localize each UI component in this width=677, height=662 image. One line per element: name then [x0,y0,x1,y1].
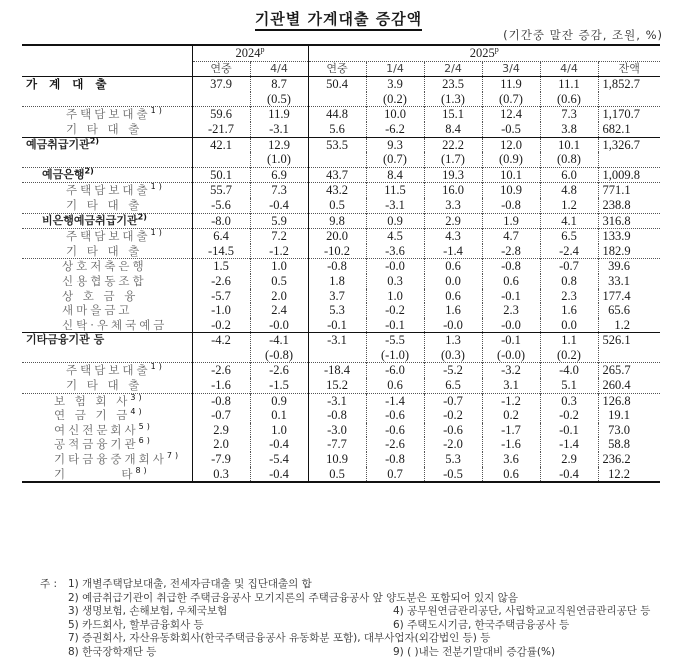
cell-growth-rate [192,152,250,167]
cell-value: -3.1 [308,393,366,408]
cell-value: 0.8 [540,274,598,289]
cell-value: -0.0 [250,318,308,333]
cell-value: 4.3 [424,229,482,244]
cell-value: 0.5 [308,467,366,483]
cell-value: 10.9 [482,183,540,198]
cell-value: 55.7 [192,183,250,198]
cell-value: 2.0 [192,437,250,452]
cell-value: -10.2 [308,244,366,259]
cell-value: 0.6 [424,289,482,304]
cell-value: 1,009.8 [598,167,660,183]
row-label: 주택담보대출$^{1)}$ [22,363,192,378]
footnote-lead [40,646,68,660]
cell-growth-rate: (-1.0) [366,348,424,363]
cell-growth-rate [598,348,660,363]
cell-value: 73.0 [598,423,660,438]
table-row [22,167,660,183]
cell-value: -2.6 [250,363,308,378]
cell-value: 0.7 [366,467,424,483]
table-row [22,437,660,452]
cell-growth-rate: (0.2) [540,348,598,363]
cell-value: 5.6 [308,122,366,137]
cell-value: 10.1 [482,167,540,183]
cell-growth-rate [598,152,660,167]
cell-value: -5.2 [424,363,482,378]
row-label: 기 타 대 출 [66,197,143,212]
cell-value: -2.6 [366,437,424,452]
cell-value: 58.8 [598,437,660,452]
cell-growth-rate: (0.7) [366,152,424,167]
cell-value: 1,170.7 [598,107,660,122]
cell-value: 2.9 [192,423,250,438]
cell-value: -18.4 [308,363,366,378]
footnote-lead [40,619,68,633]
cell-value: 1.6 [540,303,598,318]
cell-value: -2.0 [424,437,482,452]
table-row [22,423,660,438]
cell-value: -5.7 [192,289,250,304]
cell-value: -1.6 [192,378,250,393]
cell-value: 5.3 [424,452,482,467]
cell-value: -1.5 [250,378,308,393]
cell-growth-rate [308,152,366,167]
row-label: 예금취급기관$^{2)}$ [22,137,192,152]
cell-value: 10.9 [308,452,366,467]
row-label: 기 타 대 출 [66,121,143,136]
footnote-item: 3) 생명보험, 손해보험, 우체국보험 [68,605,228,617]
cell-value: 19.3 [424,167,482,183]
cell-value: -0.0 [424,318,482,333]
cell-value: 316.8 [598,213,660,229]
cell-growth-rate: (1.0) [250,152,308,167]
header-column: 3/4 [482,61,540,77]
row-label: 주택담보대출$^{1)}$ [22,183,192,198]
cell-growth-rate [308,92,366,107]
cell-value: 43.7 [308,167,366,183]
table-row [22,137,660,152]
row-label: 공적금융기관$^{6)}$ [54,436,153,452]
cell-growth-rate: (0.7) [482,92,540,107]
cell-value: -0.4 [250,198,308,213]
header-column: 잔액 [598,61,660,77]
cell-value: 37.9 [192,77,250,92]
cell-value: 3.1 [482,378,540,393]
row-label: 기 타 대 출 [66,243,143,258]
cell-value: 11.5 [366,183,424,198]
cell-value: 1.2 [598,318,660,333]
cell-value: 0.0 [540,318,598,333]
cell-value: 0.3 [540,393,598,408]
row-label: 주택담보대출$^{1)}$ [22,229,192,244]
row-label: 기타금융중개회사$^{7)}$ [54,451,182,467]
cell-value: 0.3 [366,274,424,289]
cell-value: 0.6 [366,378,424,393]
cell-value: -3.2 [482,363,540,378]
cell-value: 15.2 [308,378,366,393]
row-label: 기 타 대 출 [66,378,143,393]
cell-value: 6.5 [540,229,598,244]
cell-value: -0.1 [482,289,540,304]
cell-value: 12.9 [250,137,308,152]
cell-value: 1.2 [540,198,598,213]
cell-value: 0.5 [308,198,366,213]
footnote-lead [40,605,68,619]
cell-growth-rate [598,92,660,107]
cell-value: -0.8 [308,408,366,423]
cell-growth-rate: (-0.8) [250,348,308,363]
row-label: 기 타$^{8)}$ [22,467,192,483]
cell-growth-rate: (0.8) [540,152,598,167]
cell-value: 1.5 [192,259,250,274]
cell-value: 0.6 [482,274,540,289]
table-row [22,244,660,259]
cell-value: 1,326.7 [598,137,660,152]
unit-note: (기간중 말잔 증감, 조원, %) [503,28,663,42]
cell-value: -14.5 [192,244,250,259]
footnote-item: 9) ( )내는 전분기말대비 증감률(%) [393,645,556,658]
row-label: 기타금융기관 등 [22,333,192,348]
cell-value: -0.2 [540,408,598,423]
cell-value: -1.4 [366,393,424,408]
cell-value: -8.0 [192,213,250,229]
row-label: 상 호 금 융 [62,288,139,303]
table-row [22,183,660,198]
cell-value: 33.1 [598,274,660,289]
cell-growth-rate: (1.7) [424,152,482,167]
cell-value: 11.9 [250,107,308,122]
cell-value: 59.6 [192,107,250,122]
cell-value: -3.1 [308,333,366,348]
cell-value: 0.5 [250,274,308,289]
table-row [22,303,660,318]
cell-value: 2.3 [482,303,540,318]
table-row [22,333,660,348]
pct-row [22,92,660,107]
row-label: 상호저축은행 [22,259,192,274]
cell-value: -2.8 [482,244,540,259]
footnote-item: 5) 카드회사, 할부금융회사 등 [68,618,204,631]
cell-value: 6.4 [192,229,250,244]
cell-value: -0.6 [424,423,482,438]
header-column: 연중 [192,61,250,77]
cell-value: 9.8 [308,213,366,229]
cell-value: -4.0 [540,363,598,378]
cell-value: -1.4 [540,437,598,452]
cell-value: -0.8 [482,259,540,274]
cell-value: 126.8 [598,393,660,408]
document-title: 기관별 가계대출 증감액 [0,8,677,29]
cell-value: -0.1 [366,318,424,333]
row-label: 연 금 기 금$^{4)}$ [54,407,145,423]
cell-value: -4.2 [192,333,250,348]
header-column: 4/4 [250,61,308,77]
cell-value: -0.2 [424,408,482,423]
header-column: 1/4 [366,61,424,77]
row-label: 비은행예금취급기관$^{2)}$ [22,213,192,229]
cell-value: -0.2 [366,303,424,318]
cell-value: -6.0 [366,363,424,378]
cell-growth-rate: (0.5) [250,92,308,107]
cell-value: 12.0 [482,137,540,152]
cell-value: -5.4 [250,452,308,467]
cell-value: -0.2 [192,318,250,333]
cell-growth-rate: (0.6) [540,92,598,107]
cell-value: 771.1 [598,183,660,198]
cell-value: 8.4 [424,122,482,137]
cell-value: -1.2 [482,393,540,408]
cell-value: 43.2 [308,183,366,198]
footnote-item: 4) 공무원연금관리공단, 사립학교교직원연금관리공단 등 [393,605,651,617]
table-row [22,274,660,289]
cell-value: 265.7 [598,363,660,378]
cell-value: -0.5 [424,467,482,483]
cell-value: -5.5 [366,333,424,348]
cell-value: 11.9 [482,77,540,92]
footnote-item: 6) 주택도시기금, 한국주택금융공사 등 [393,618,570,631]
footnotes [40,578,650,659]
cell-value: 2.0 [250,289,308,304]
cell-growth-rate: (0.3) [424,348,482,363]
cell-value: 3.7 [308,289,366,304]
table-row [22,363,660,378]
cell-value: 12.2 [598,467,660,483]
cell-value: 1.3 [424,333,482,348]
table-row [22,318,660,333]
cell-value: 133.9 [598,229,660,244]
cell-value: -0.7 [424,393,482,408]
header-corner [22,45,192,77]
cell-value: -21.7 [192,122,250,137]
pct-row [22,348,660,363]
footnote-item: 2) 예금취급기관이 취급한 주택금융공사 모기지론의 주택금융공사 앞 양도분은 포함되어 있지 않음 [68,591,518,604]
cell-value: 7.3 [250,183,308,198]
table-row [22,378,660,393]
cell-value: -0.8 [482,198,540,213]
cell-value: 4.7 [482,229,540,244]
cell-value: 3.8 [540,122,598,137]
cell-value: 526.1 [598,333,660,348]
cell-value: -6.2 [366,122,424,137]
cell-value: 23.5 [424,77,482,92]
cell-value: 5.3 [308,303,366,318]
cell-value: 0.0 [424,274,482,289]
table-row [22,259,660,274]
cell-value: 0.1 [250,408,308,423]
row-label: 예금은행$^{2)}$ [22,167,192,183]
cell-value: 65.6 [598,303,660,318]
cell-value: -0.0 [366,259,424,274]
cell-value: -0.8 [366,452,424,467]
cell-value: 7.3 [540,107,598,122]
footnote-lead [40,592,68,606]
footnote-item: 1) 개별주택담보대출, 전세자금대출 및 집단대출의 합 [68,578,312,590]
cell-value: 10.0 [366,107,424,122]
cell-growth-rate [192,92,250,107]
cell-growth-rate: (0.2) [366,92,424,107]
cell-value: 15.1 [424,107,482,122]
cell-value: 0.9 [366,213,424,229]
cell-value: -1.0 [192,303,250,318]
cell-value: 6.9 [250,167,308,183]
cell-value: 236.2 [598,452,660,467]
cell-value: 4.8 [540,183,598,198]
cell-value: 177.4 [598,289,660,304]
cell-value: 8.7 [250,77,308,92]
row-label: 여신전문회사$^{5)}$ [54,422,153,437]
cell-value: 4.5 [366,229,424,244]
table-row [22,107,660,122]
cell-growth-rate: (1.3) [424,92,482,107]
cell-value: 39.6 [598,259,660,274]
row-label: 보 험 회 사$^{3)}$ [22,393,192,408]
cell-value: -0.8 [192,393,250,408]
cell-value: 4.1 [540,213,598,229]
header-column: 4/4 [540,61,598,77]
cell-value: -0.7 [192,408,250,423]
footnote-lead: 주 : [40,578,58,590]
cell-value: -2.4 [540,244,598,259]
row-label: 주택담보대출$^{1)}$ [22,107,192,122]
cell-value: -1.2 [250,244,308,259]
table-row [22,213,660,229]
cell-value: 12.4 [482,107,540,122]
cell-value: 8.4 [366,167,424,183]
cell-value: -0.1 [540,423,598,438]
row-label: 가 계 대 출 [22,77,192,92]
cell-value: 1.8 [308,274,366,289]
cell-growth-rate: (0.9) [482,152,540,167]
household-loan-table [22,44,660,483]
cell-value: -0.7 [540,259,598,274]
cell-value: -1.6 [482,437,540,452]
table-row [22,408,660,423]
cell-value: 2.9 [540,452,598,467]
table-row [22,122,660,137]
cell-value: -0.0 [482,318,540,333]
cell-value: 5.9 [250,213,308,229]
cell-value: -0.6 [366,423,424,438]
table-row [22,229,660,244]
cell-value: -0.1 [482,333,540,348]
table-row [22,289,660,304]
cell-value: 182.9 [598,244,660,259]
cell-value: -3.6 [366,244,424,259]
cell-value: 20.0 [308,229,366,244]
header-column: 연중 [308,61,366,77]
cell-value: 682.1 [598,122,660,137]
cell-value: 1.1 [540,333,598,348]
cell-value: 0.6 [424,259,482,274]
cell-value: 0.2 [482,408,540,423]
table-row [22,77,660,92]
row-label: 신탁·우체국예금 [62,317,168,332]
cell-value: 0.6 [482,467,540,483]
footnote-lead [40,632,68,646]
cell-value: 3.6 [482,452,540,467]
cell-value: 238.8 [598,198,660,213]
cell-value: -0.1 [308,318,366,333]
cell-value: -7.7 [308,437,366,452]
cell-value: 2.9 [424,213,482,229]
table-row [22,198,660,213]
cell-growth-rate [308,348,366,363]
cell-value: 1.6 [424,303,482,318]
footnote-item: 7) 증권회사, 자산유동화회사(한국주택금융공사 유동화분 포함), 대부사업자(외감법인 등) 등 [68,632,491,644]
cell-value: 1,852.7 [598,77,660,92]
cell-value: 16.0 [424,183,482,198]
table-row [22,467,660,483]
cell-value: 6.0 [540,167,598,183]
cell-value: 260.4 [598,378,660,393]
pct-row [22,152,660,167]
row-label: 신용협동조합 [62,273,147,288]
cell-value: -2.6 [192,363,250,378]
cell-value: -7.9 [192,452,250,467]
row-label: 새마을금고 [62,303,133,318]
cell-value: 9.3 [366,137,424,152]
cell-value: 1.9 [482,213,540,229]
cell-value: -3.1 [366,198,424,213]
cell-value: 2.4 [250,303,308,318]
cell-value: -0.5 [482,122,540,137]
header-year: 2025$^p$ [308,45,660,61]
cell-value: 6.5 [424,378,482,393]
cell-growth-rate [192,348,250,363]
cell-value: 50.1 [192,167,250,183]
cell-value: -0.4 [250,437,308,452]
footnote-item: 8) 한국장학재단 등 [68,645,157,658]
cell-value: 2.3 [540,289,598,304]
cell-value: -2.6 [192,274,250,289]
cell-value: 0.3 [192,467,250,483]
cell-value: 5.1 [540,378,598,393]
cell-value: -3.0 [308,423,366,438]
cell-value: 1.0 [250,423,308,438]
cell-growth-rate: (-0.0) [482,348,540,363]
cell-value: -0.8 [308,259,366,274]
cell-value: -5.6 [192,198,250,213]
header-column: 2/4 [424,61,482,77]
table-row [22,452,660,467]
cell-value: 1.0 [366,289,424,304]
cell-value: 50.4 [308,77,366,92]
cell-value: -0.4 [250,467,308,483]
cell-value: -1.7 [482,423,540,438]
cell-value: -0.4 [540,467,598,483]
cell-value: 3.9 [366,77,424,92]
cell-value: 7.2 [250,229,308,244]
table-row [22,393,660,408]
cell-value: 42.1 [192,137,250,152]
cell-value: 1.0 [250,259,308,274]
header-year: 2024$^p$ [192,45,308,61]
cell-value: -4.1 [250,333,308,348]
cell-value: 22.2 [424,137,482,152]
cell-value: 0.9 [250,393,308,408]
cell-value: 19.1 [598,408,660,423]
cell-value: -0.6 [366,408,424,423]
cell-value: 10.1 [540,137,598,152]
cell-value: -1.4 [424,244,482,259]
cell-value: 3.3 [424,198,482,213]
cell-value: 53.5 [308,137,366,152]
cell-value: 11.1 [540,77,598,92]
cell-value: -3.1 [250,122,308,137]
cell-value: 44.8 [308,107,366,122]
